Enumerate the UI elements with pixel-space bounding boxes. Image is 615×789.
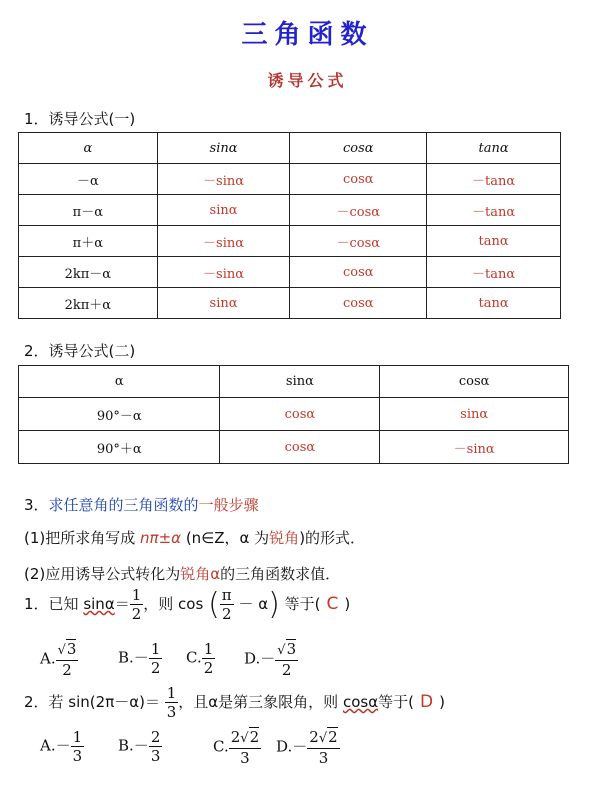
section3-heading-highlight: 一般步骤: [198, 496, 259, 514]
q2-close: ): [439, 693, 445, 711]
q1-inner-fraction: $\frac{\pi}{2}$: [221, 586, 232, 623]
table2-row: [19, 431, 569, 464]
option-fraction: $\frac{2√2}{3}$: [230, 728, 260, 767]
table1-row: [19, 257, 561, 288]
step1-text-b: (n∈Z，α 为: [185, 529, 270, 547]
option-label: C.: [213, 737, 229, 756]
table2-cell: sinα: [380, 398, 569, 431]
q1-given-fraction: $\frac{1}{2}$: [131, 586, 142, 623]
table1-cell: －sinα: [157, 226, 290, 257]
q2-answer: D: [419, 692, 434, 712]
option-label: A.: [40, 649, 56, 668]
table1-cell: tanα: [427, 226, 561, 257]
step-2: [24, 563, 340, 584]
option-fraction: $\frac{2}{3}$: [150, 728, 161, 765]
table1-cell: －sinα: [157, 257, 290, 288]
q1-tail: 等于(: [284, 595, 321, 613]
option-sign: －: [133, 736, 149, 755]
table1-cell: －cosα: [290, 226, 427, 257]
option-fraction: $\frac{2√2}{3}$: [309, 728, 338, 767]
table2-cell: cosα: [220, 398, 380, 431]
q1-prefix: 1．已知: [24, 595, 79, 613]
table1-cell: －tanα: [427, 257, 561, 288]
option-fraction: $\frac{1}{3}$: [72, 728, 83, 765]
table1-cell: sinα: [157, 195, 290, 226]
table1-row: [19, 288, 561, 319]
q1-option-b[interactable]: [118, 640, 162, 677]
table1-cell: －sinα: [157, 164, 290, 195]
option-fraction: $\frac{√3}{2}$: [57, 640, 77, 679]
table2-cell: 90°＋α: [19, 431, 220, 464]
table1-row: [19, 164, 561, 195]
option-label: B.: [118, 648, 134, 667]
table2-header-row: [19, 366, 569, 398]
table2-cell: －sinα: [380, 431, 569, 464]
q1-option-a[interactable]: [40, 640, 78, 679]
step1-text-a: (1)把所求角写成: [24, 529, 136, 547]
table1-cell: cosα: [290, 288, 427, 319]
table1-cell: sinα: [157, 288, 290, 319]
option-label: A.: [40, 736, 56, 755]
section2-heading: 2．诱导公式(二): [24, 342, 136, 360]
option-label: D.: [244, 649, 261, 668]
q2-option-d[interactable]: [276, 728, 340, 767]
step2-text-a: (2)应用诱导公式转化为: [24, 565, 181, 583]
q1-option-d[interactable]: [244, 640, 298, 679]
q2-tail: 等于(: [378, 693, 414, 711]
option-fraction: $\frac{1}{2}$: [203, 640, 214, 677]
formula-table-1: [18, 132, 561, 319]
table1-row: [19, 195, 561, 226]
table1-cell: －tanα: [427, 195, 561, 226]
q2-ask: cosα: [342, 693, 379, 711]
option-label: B.: [118, 736, 134, 755]
option-fraction: $\frac{√3}{2}$: [277, 640, 297, 679]
q1-eq: ＝: [114, 595, 130, 613]
q2-mid: ，且α是第三象限角，则: [178, 693, 339, 711]
q2-value-fraction: $\frac{1}{3}$: [166, 684, 177, 721]
option-label: D.: [276, 737, 293, 756]
option-label: C.: [186, 648, 202, 667]
table2-row: [19, 398, 569, 431]
step2-acute: 锐角α: [180, 565, 221, 583]
table1-cell: cosα: [290, 257, 427, 288]
section3-number: 3．: [24, 496, 49, 514]
option-sign: －: [55, 736, 71, 755]
table1-header: tanα: [427, 133, 561, 164]
option-sign: －: [260, 649, 276, 668]
table1-row: [19, 226, 561, 257]
q1-inner-minus: － α: [238, 595, 269, 613]
q2-option-a[interactable]: [40, 728, 84, 765]
q1-given: sinα: [83, 595, 115, 613]
table1-header: α: [19, 133, 158, 164]
table1-header-row: [19, 133, 561, 164]
table1-cell: π＋α: [19, 226, 158, 257]
table1-cell: －tanα: [427, 164, 561, 195]
q1-then: ，则 cos: [143, 595, 204, 613]
table1-cell: tanα: [427, 288, 561, 319]
table1-cell: 2kπ－α: [19, 257, 158, 288]
question-2: [24, 684, 445, 721]
section3-heading-text: 求任意角的三角函数的: [48, 496, 199, 514]
page-subtitle: 诱导公式: [267, 71, 348, 90]
table1-header: cosα: [290, 133, 427, 164]
table1-cell: －cosα: [290, 195, 427, 226]
step-1: [24, 527, 365, 548]
step1-text-c: )的形式．: [299, 529, 366, 547]
step1-formula: nπ±α: [140, 529, 182, 547]
q2-option-b[interactable]: [118, 728, 162, 765]
q1-close: ): [344, 595, 351, 613]
table1-cell: －α: [19, 164, 158, 195]
q1-answer: C: [326, 594, 339, 614]
section1-heading: 1．诱导公式(一): [24, 110, 136, 128]
q2-prefix: 2．若 sin(2π－α)＝: [24, 693, 160, 711]
table1-cell: cosα: [290, 164, 427, 195]
section3-heading: [24, 494, 259, 515]
table1-cell: π－α: [19, 195, 158, 226]
q2-option-c[interactable]: [213, 728, 261, 767]
formula-table-2: [18, 365, 569, 464]
option-sign: －: [133, 648, 149, 667]
table1-header: sinα: [157, 133, 290, 164]
table2-cell: 90°－α: [19, 398, 220, 431]
option-fraction: $\frac{1}{2}$: [150, 640, 161, 677]
table2-cell: cosα: [220, 431, 380, 464]
step1-acute: 锐角: [269, 529, 300, 547]
table2-header: α: [19, 366, 220, 398]
step2-text-b: 的三角函数求值．: [220, 565, 341, 583]
table2-header: sinα: [220, 366, 380, 398]
question-1: 1．已知 sinα＝ $\frac{1}{2}$ ，则 cos ( $\frac{\pi}{2}$ － α) 等于( C ): [24, 586, 351, 623]
q1-option-c[interactable]: [186, 640, 215, 677]
page-title: 三角函数: [241, 20, 374, 50]
table1-cell: 2kπ＋α: [19, 288, 158, 319]
option-sign: －: [292, 737, 308, 756]
table2-header: cosα: [380, 366, 569, 398]
